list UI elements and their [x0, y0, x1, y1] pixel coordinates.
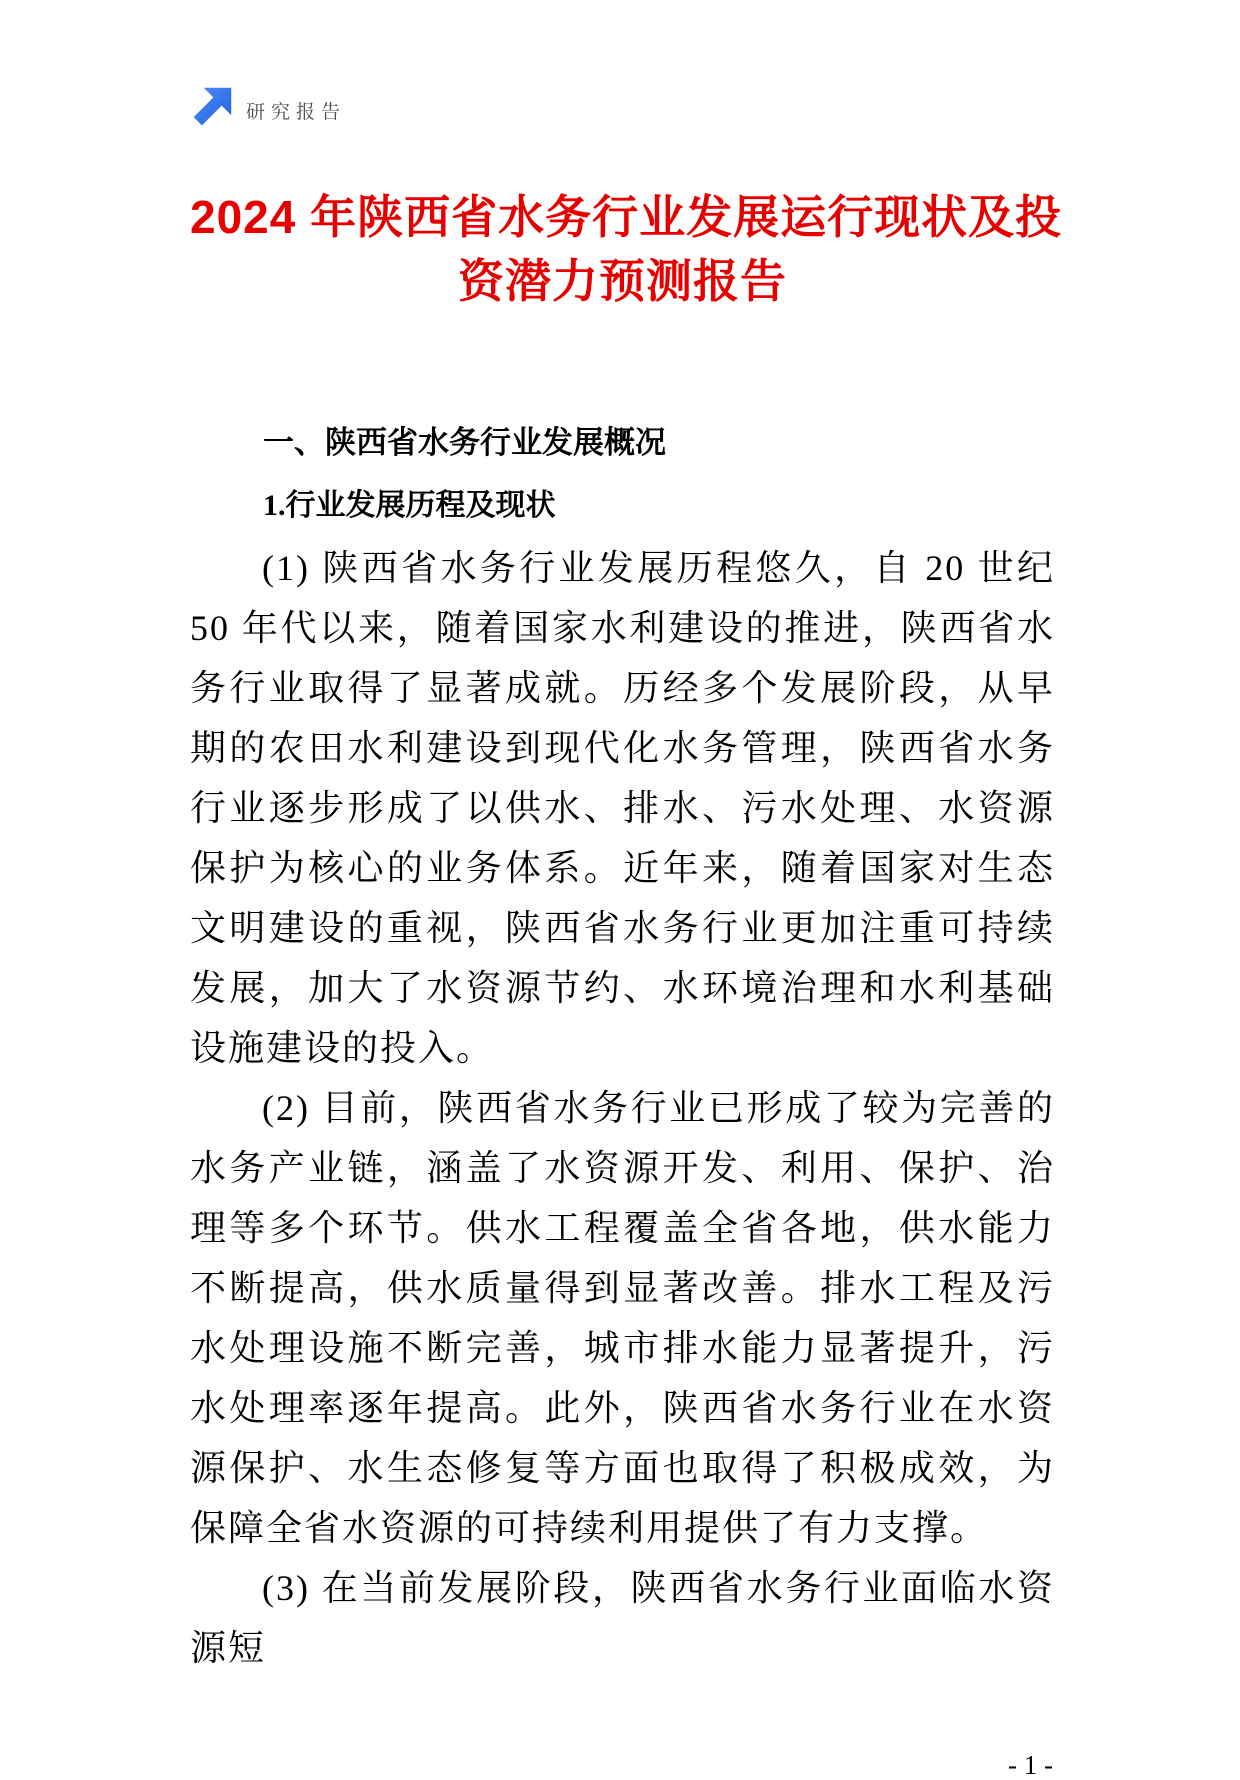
paragraph-3: (3) 在当前发展阶段，陕西省水务行业面临水资源短 [190, 1568, 1055, 1668]
report-title-line1: 2024 年陕西省水务行业发展运行现状及投 [190, 191, 1063, 243]
document-body [190, 185, 1063, 1780]
report-title-line2: 资潜力预测报告 [458, 255, 787, 307]
paragraph-block [190, 538, 1055, 1678]
arrow-up-right-icon [190, 85, 234, 129]
paragraph-2: (2) 目前，陕西省水务行业已形成了较为完善的水务产业链，涵盖了水资源开发、利用、保护、治理等多个环节。供水工程覆盖全省各地，供水能力不断提高，供水质量得到显著改善。排水工程及污水处理设施不断完善，城市排水能力显著提升，污水处理率逐年提高。此外，陕西省水务行业在水资源保护、水生态修复等方面也取得了积极成效，为保障全省水资源的可持续利用提供了有力支撑。 [190, 1088, 1055, 1548]
brand-name: 研究报告 [246, 101, 347, 123]
page-number: - 1 - [1008, 1750, 1053, 1780]
report-title [190, 185, 1063, 313]
subsection-heading: 1.行业发展历程及现状 [263, 489, 556, 522]
section-heading: 一、陕西省水务行业发展概况 [263, 425, 666, 460]
brand-logo [190, 85, 346, 129]
paragraph-1: (1) 陕西省水务行业发展历程悠久，自 20 世纪 50 年代以来，随着国家水利建设的推进，陕西省水务行业取得了显著成就。历经多个发展阶段，从早期的农田水利建设到现代化水务管理，陕西省水务行业逐步形成了以供水、排水、污水处理、水资源保护为核心的业务体系。近年来，随着国家对生态文明建设的重视，陕西省水务行业更加注重可持续发展，加大了水资源节约、水环境治理和水利基础设施建设的投入。 [190, 548, 1055, 1068]
